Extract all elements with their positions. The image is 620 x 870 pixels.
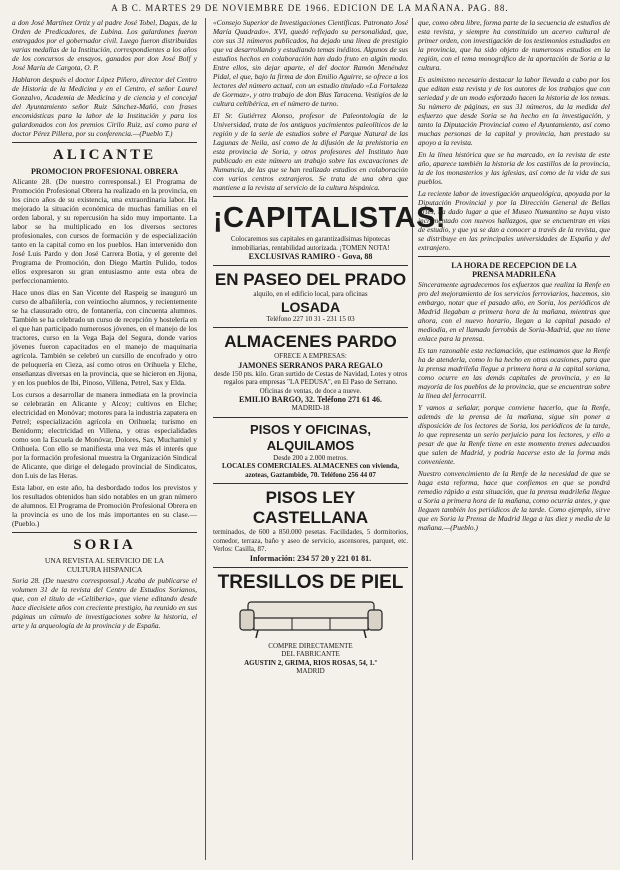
ad-almacenes-pardo	[213, 332, 408, 413]
divider	[418, 256, 610, 257]
article-paragraph: Es tan razonable esta reclamación, que estimamos que la Renfe ha de atenderla, como lo ha hecho en otras ocasiones, para que la prensa madrileña llegue a primera hora a la capital soriana, como ocurre en las demás capitales de provincia, y en la mayoría de los pueblos de la provincia, que se encuentran sobre la línea del ferrocarril.	[418, 346, 610, 400]
divider	[213, 196, 408, 197]
ad-title: ALMACENES PARDO	[224, 332, 397, 351]
ad-phone: Teléfono 227 10 31 - 231 15 03	[266, 314, 355, 323]
ad-subtitle: OFRECE A EMPRESAS:	[274, 352, 347, 360]
article-paragraph: La reciente labor de investigación arqueológica, apoyada por la Diputación Provincial y por la Dirección General de Bellas Artes, ha dado lugar a que el Museo Numantino se haya visto incrementado con nuevos hallazgos, que se encuentran en vías de estudio, y que ya se dan a conocer a través de la revista, que se distribuye en las principales universidades de España y del extranjero.	[418, 189, 610, 252]
ad-subtitle: alquilo, en el edificio local, para oficinas	[253, 290, 368, 298]
title-line: PRENSA MADRILEÑA	[472, 270, 556, 279]
ad-title: EN PASEO DEL PRADO	[214, 270, 407, 289]
ad-title: TRESILLOS DE PIEL	[217, 571, 404, 593]
ad-tresillos	[213, 572, 408, 676]
ad-pisos-oficinas	[213, 422, 408, 480]
article-paragraph: En la línea histórica que se ha marcado, en la revista de este año, aparece también la historia de los castillos de la provincia, la de los monasterios y las iglesias, así como de la vida de sus pueblos.	[418, 150, 610, 186]
article-paragraph: Nuestro convencimiento de la Renfe de la necesidad de que se haga esta reforma, hace que confiemos en que se pondrá remedio rápido a esta situación, que la prensa madrileña llegue a Soria a primera hora de la mañana, como ocurría antes, y que lleguen también los periódicos de la tarde. Como ejemplo, sirve que en Soria la Prensa de Madrid llega a las diez y media de la mañana.—(Pueblo.)	[418, 469, 610, 532]
ad-info: Información: 234 57 20 y 221 01 81.	[249, 553, 372, 563]
ad-line: COMPRE DIRECTAMENTE	[268, 641, 353, 650]
subtitle-line: CULTURA HISPANICA	[66, 565, 143, 574]
column-2	[213, 18, 447, 864]
ad-title: ¡CAPITALISTAS!	[213, 202, 447, 234]
divider	[213, 567, 408, 568]
ad-city: MADRID	[296, 667, 325, 675]
divider	[213, 417, 408, 418]
section-title	[418, 261, 610, 279]
article-paragraph: Sinceramente agradecemos los esfuerzos que realiza la Renfe en pro del mejoramiento de los servicios ferroviarios, hacemos, sin embargo, notar que el pasado año, en Soria, los periódicos de Madrid llegaban a primera hora de la mañana, mientras que ahora, con el nuevo horario, llegan a la capital pasado el mediodía, en el llamado ferrobús de Soria-Madrid, que no tiene enlace para la prensa.	[418, 280, 610, 343]
divider	[213, 265, 408, 266]
ad-city: MADRID-18	[291, 404, 330, 412]
page-header: A B C. MARTES 29 DE NOVIEMBRE DE 1966. EDICION DE LA MAÑANA. PAG. 88.	[111, 3, 509, 13]
ad-footer: EXCLUSIVAS RAMIRO - Gova, 88	[248, 252, 373, 261]
article-paragraph: «Consejo Superior de Investigaciones Científicas. Patronato José María Quadrado». XVI, quedó reflejado su personalidad, que, con sus 31 números publicados, ha dejado una línea de prestigio que va desarrollando y estudiando temas inéditos. Algunos de sus estudios hechos en colaboración han dado fruto en algún modo. Entre ellos, sin dejar aparte, el del doctor Ramón Menéndez Pidal, el que, bajo la firma de don Emilio Aguirre, se ofrece a los lectores del número actual, con un estudio titulado «La Fortaleza de Gormaz», y otro trabajo de don Blas Taracena. Vestigios de la cultura celtibérica, en el número de turno.	[213, 18, 408, 108]
divider	[12, 142, 197, 143]
ad-headline: JAMONES SERRANOS PARA REGALO	[238, 360, 383, 370]
article-paragraph: a don José Martínez Ortiz y al padre José Tobel, Dagas, de la Orden de Predicadores, de Lubina. Los galardones fueron entregados por el gobernador civil. Luego fueron distribuidas varias medallas de la Institución, correspondientes a los años de los concursos de ensayos, ganados por don José Bolf y José María de Cargota, O. P.	[12, 18, 197, 72]
article-paragraph: Y vamos a señalar, porque conviene hacerlo, que la Renfe, además de la prensa de la mañana, sigue sin poner a disposición de los lectores de Soria, los periódicos de la tarde, lo que representa un serio perjuicio para los lectores, y ello a pesar de que la Renfe tiene en este momento trenes adecuados que salen de Madrid, y podría hacerse esto de la forma más conveniente.	[418, 403, 610, 466]
ad-title: PISOS Y OFICINAS, ALQUILAMOS	[250, 421, 371, 453]
article-paragraph: Hace unos días en San Vicente del Raspeig se inauguró un curso de albañilería, con veintiocho alumnos, y recientemente se ha clausurado otro, de fontanería, con cincuenta alumnos. También se ha celebrado un curso de recepción y hostelería en el que han participado numerosos jóvenes, en el manejo de los tractores, curso en la Vega Baja del Segura, donde varios jóvenes fueron capacitados en el manejo de maquinaria agrícola. También se celebró un cursillo de encofrado y otro de peluquería en Cieza, así como otros en Orihuela y Elche, enseñanzas diversas en la provincia, que se hicieron en Jijona, y en los pueblos de Ibi, Pinoso, Villena, Petrel, Sax y Elda.	[12, 288, 197, 387]
ad-body: LOCALES COMERCIALES. ALMACENES con vivienda, azoteas, Gaztambide, 70. Teléfono 256 44 07	[222, 462, 399, 479]
ad-paseo-prado	[213, 270, 408, 323]
ad-body: terminados, de 600 a 850.000 pesetas. Facilidades, 5 dormitorios, comedor, terraza, baño y aseo de servicio, ascensores, parquet, etc. Verlos: Casilla, 87.	[213, 528, 408, 553]
title-line: LA HORA DE RECEPCION DE LA	[451, 261, 577, 270]
ad-name: LOSADA	[280, 298, 341, 315]
section-title-soria: SORIA	[73, 537, 136, 553]
ad-line: DEL FABRICANTE	[281, 650, 340, 658]
article-paragraph: Alicante 28. (De nuestro corresponsal.) El Programa de Promoción Profesional Obrera ha realizado en la provincia, en los cinco años de su existencia, una extraordinaria labor. Ha mejorado la situación económica de muchas familias en el orden laboral, y su repercusión ha sido muy importante. La labor se ha multiplicado en los diversos sectores profesionales, con cursos de formación y de especialización tanto en la capital como en los pueblos. Han intervenido don José Luis Pardo y don José Carrera Botia, y el gerente del Programa de Promoción, don Diego Martín Pulido, todos ellos expresaron su gran entusiasmo ante esta obra de perfeccionamiento.	[12, 177, 197, 285]
ad-address: AGUSTIN 2, GRIMA, RIOS ROSAS, 54, 1.º	[244, 658, 377, 667]
sofa-illustration	[236, 596, 386, 640]
ad-address: EMILIO BARGO, 32. Teléfono 271 61 46.	[239, 395, 382, 404]
article-paragraph: Es asimismo necesario destacar la labor llevada a cabo por los que editan esta revista y de los autores de los trabajos que con seriedad y de un modo esforzado hacen la historia de los temas. Su número de páginas, en sus 31 números, da la medida del esfuerzo que desde Soria se ha hecho en la investigación, y tanto la Diputación Provincial como el Ayuntamiento, así como muchas personas de la capital y provincia, han prestado su apoyo a la revista.	[418, 75, 610, 147]
divider	[213, 327, 408, 328]
article-paragraph: Soria 28. (De nuestro corresponsal.) Acaba de publicarse el volumen 31 de la revista del Centro de Estudios Sorianos, que, con el título de «Celtiberia», que viene editando desde hace diecisiete años con creciente prestigio, ha reunido en sus páginas un cúmulo de investigaciones sobre la historia, el arte y la arqueología de la provincia y de España.	[12, 576, 197, 630]
column-1	[12, 18, 197, 864]
ad-price: Desde 200 a 2.000 metros.	[273, 453, 348, 462]
section-subtitle	[12, 556, 197, 574]
ad-body: Colocaremos sus capitales en garantizadísimas hipotecas inmobiliarias, rentabilidad autorizada. ¡TOMEN NOTA!	[230, 235, 391, 252]
column-rule	[412, 18, 413, 860]
ad-title: PISOS LEY CASTELLANA	[252, 488, 369, 527]
divider	[12, 532, 197, 533]
article-paragraph: que, como obra libre, forma parte de la secuencia de estudios de esta revista, y siempre ha constituido un acervo cultural de primer orden, con investigación de los testimonios estudiados en la provincia, que ha sido objeto de numerosos estudios en la región, con el tema monográfico de la aportación de Soria a la cultura.	[418, 18, 610, 72]
ad-body: desde 150 pts. kilo. Gran surtido de Cestas de Navidad, Lotes y otros regalos para empresas "LA PEDUSA", en El Paso de Serrano. Oficinas de ventas, de doce a nueve.	[213, 369, 408, 395]
article-paragraph: Esta labor, en este año, ha desbordado todos los previstos y los resultados obtenidos han sido notables en un gran número de alumnos. El Programa de Promoción Profesional Obrera en la provincia es uno de los más importantes en su clase.—(Pueblo.)	[12, 483, 197, 528]
column-3	[418, 18, 610, 864]
section-subtitle: PROMOCION PROFESIONAL OBRERA	[30, 167, 179, 176]
article-paragraph: El Sr. Gutiérrez Alonso, profesor de Paleontología de la Universidad, trata de los antiguos yacimientos paleolíticos de la región y de la serie de estudios sobre el Parque Natural de las Lagunas de Neila, así como de la difusión de la prehistoria en esta provincia de Soria, y otros profesores del Instituto han publicado en este número un trabajo sobre las excavaciones de Numancia, de las que se han realizado estudios en colaboración con varios centros extranjeros. Se trata de una obra que mantiene a la revista al servicio de la cultura hispánica.	[213, 111, 408, 192]
ad-capitalistas	[213, 201, 447, 261]
column-rule	[205, 18, 206, 860]
divider	[213, 483, 408, 484]
article-paragraph: Hablaron después el doctor López Piñero, director del Centro de Historia de la Medicina y en el Centro, el señor Laurel Gonzalvo, Academia de Medicina y de ciencia y el concejal del Ayuntamiento señor Ruiz Sánchez-Mañó, con frases encomiásticas para la labor de la Institución y para los galardonados con los premios Cirilo Ruiz, así como para el doctor Pérez Pillera, por su conferencia.—(Pueblo T.)	[12, 75, 197, 138]
section-title-alicante: ALICANTE	[52, 147, 157, 163]
subtitle-line: UNA REVISTA AL SERVICIO DE LA	[44, 556, 165, 565]
article-paragraph: Los cursos a desarrollar de manera inmediata en la provincia se celebrarán en Alicante y Alcoy; cultivos en Elche; electricidad en Monóvar; motores para la industria zapatera en Petrel; especialización agrícola en Orihuela; turismo en Benidorm; electricidad en Villena, y otras especialidades como son la Escuela de Monóvar, Dolores, Sax, Muchamiel y Orihuela. Con ello se manifiesta una vez más el interés que por la formación profesional muestra la Organización Sindical de Alicante, que dirige el delegado provincial de Sindicatos, don Luis de las Heras.	[12, 390, 197, 480]
ad-pisos-castellana	[213, 488, 408, 563]
